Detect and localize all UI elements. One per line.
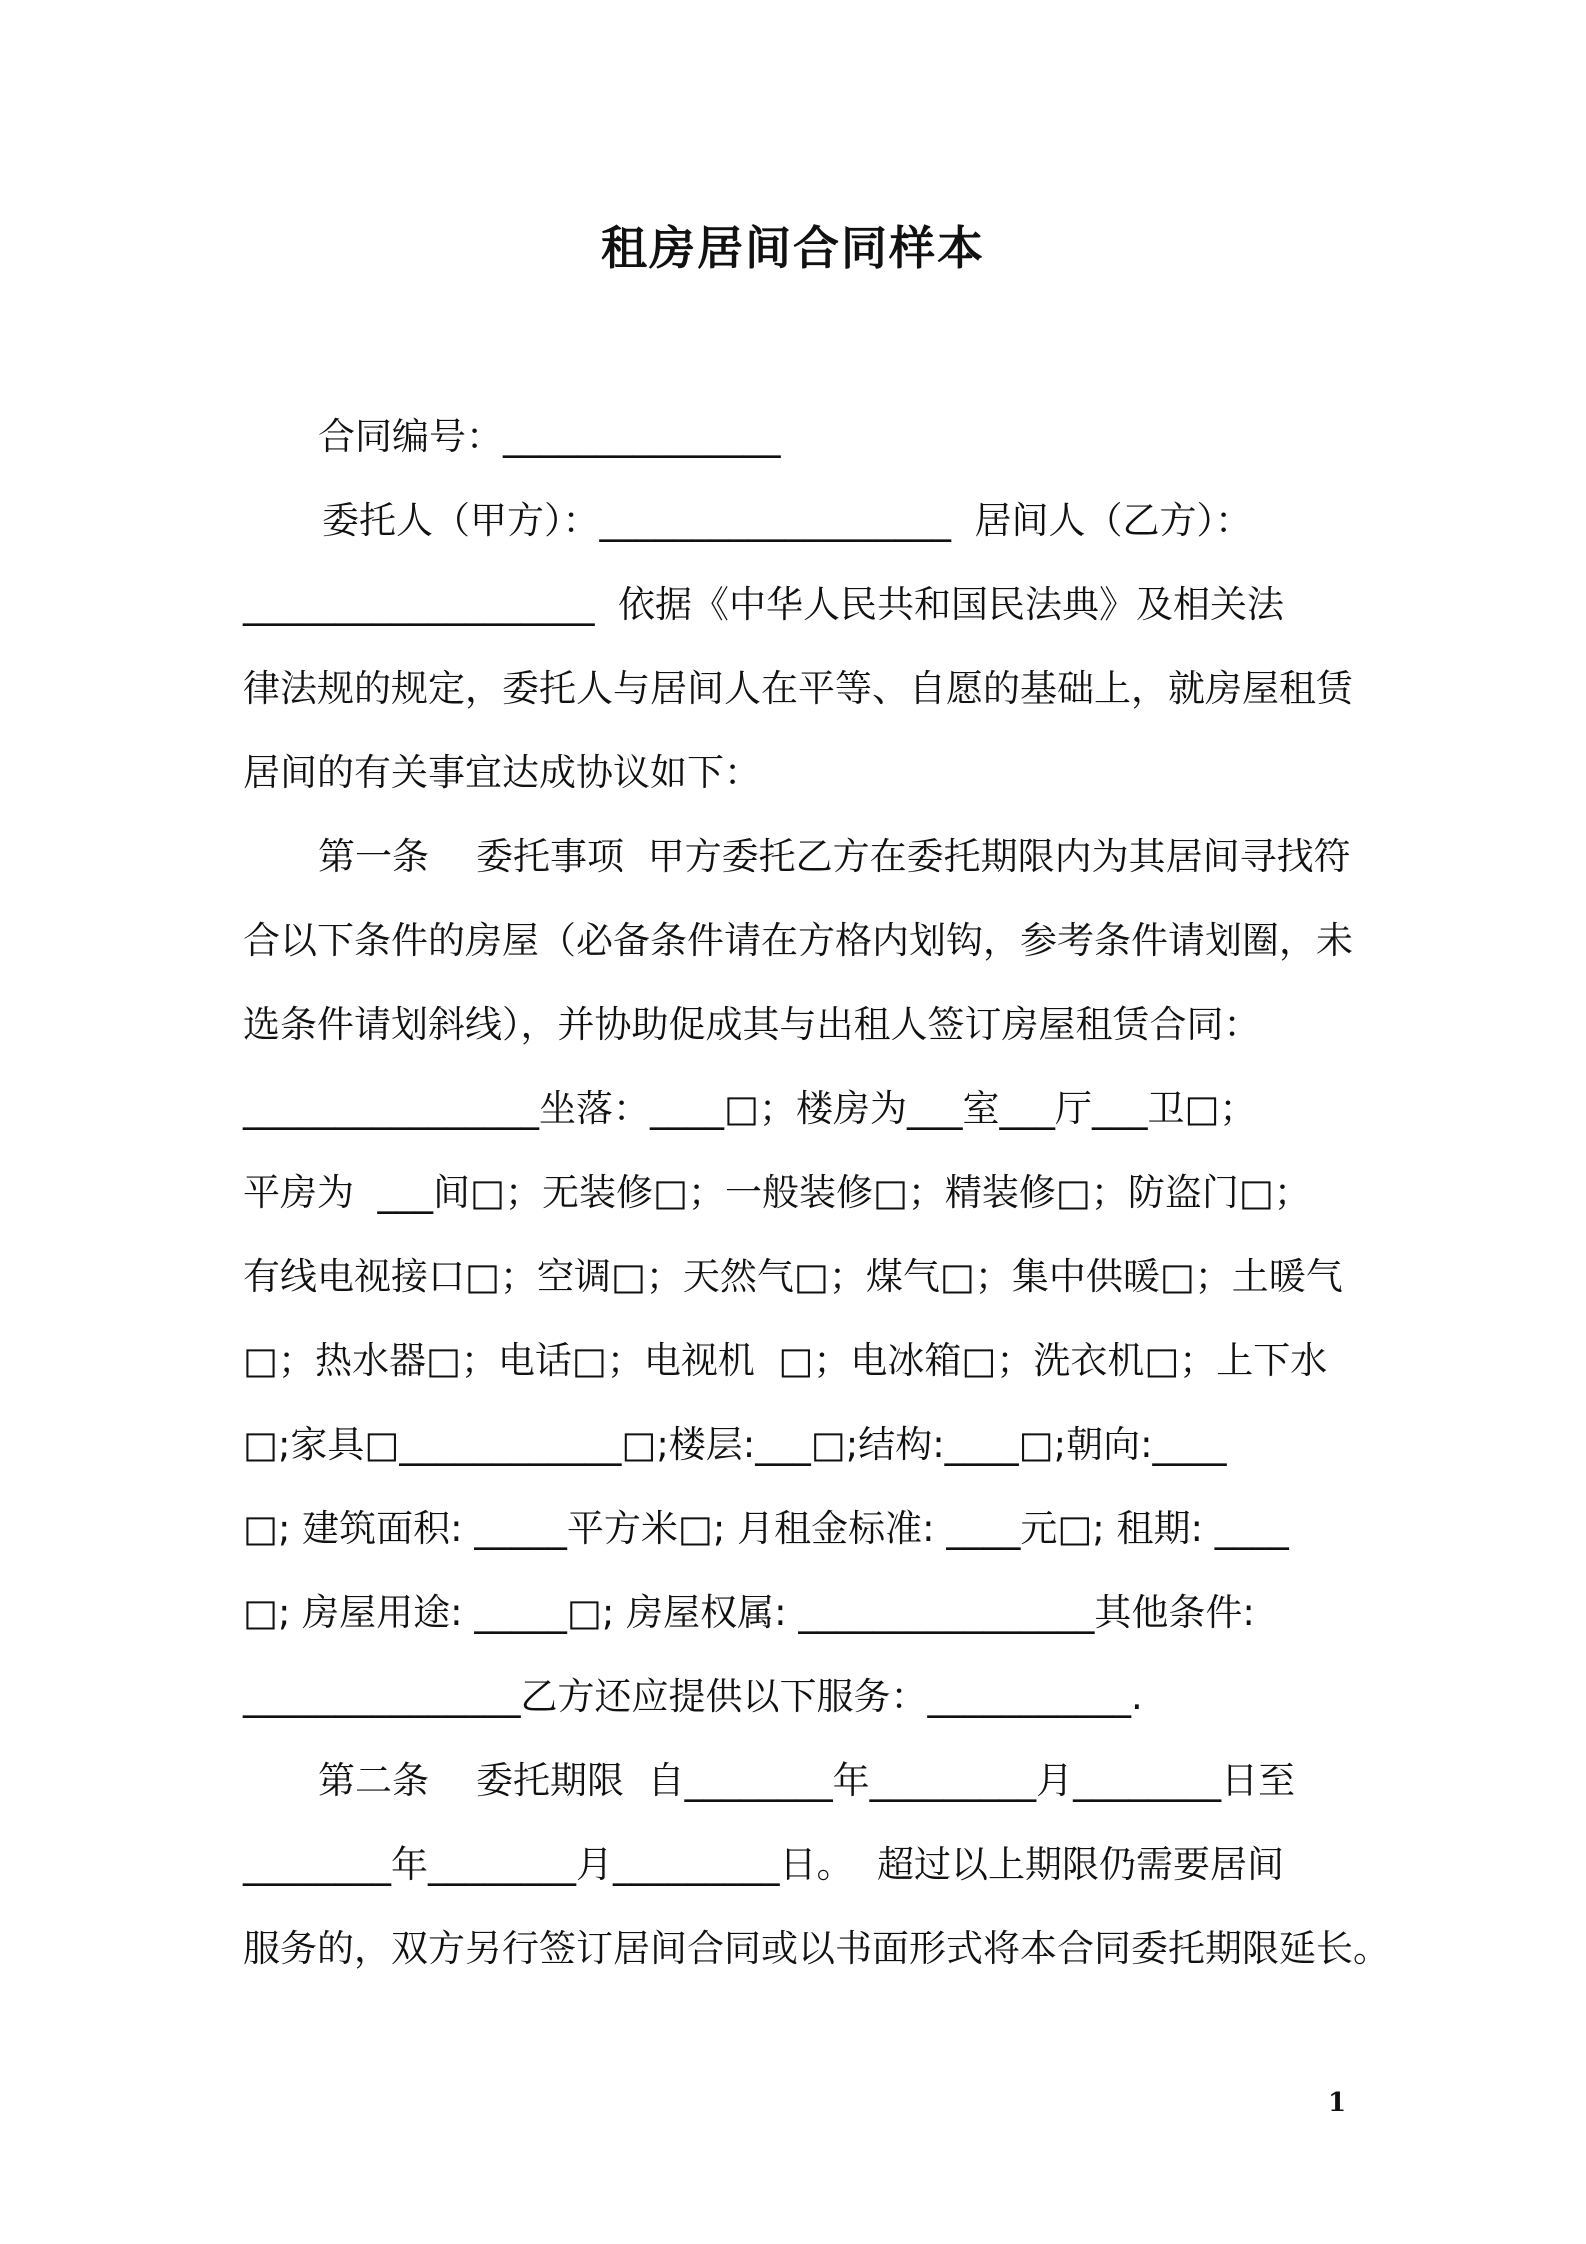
text-line: 居间的有关事宜达成协议如下： — [243, 751, 761, 794]
document-title: 租房居间合同样本 — [601, 221, 985, 275]
contract-number-line: 合同编号：_______________ — [318, 415, 781, 458]
text-line: 平房为 ___间□；无装修□；一般装修□；精装修□；防盗门□； — [243, 1171, 1311, 1214]
text-line: □; 房屋用途: _____□; 房屋权属: ________________其他条件: — [243, 1591, 1255, 1634]
text-line: 有线电视接口□；空调□；天然气□；煤气□；集中供暖□；土暖气 — [243, 1255, 1343, 1298]
text-line: ________年________月_________日。 超过以上期限仍需要居间 — [243, 1843, 1285, 1886]
text-line: ________________坐落：____□；楼房为___室___厅___卫□； — [243, 1087, 1257, 1130]
text-line: 律法规的规定，委托人与居间人在平等、自愿的基础上，就房屋租赁 — [243, 667, 1353, 710]
text-line: 服务的，双方另行签订居间合同或以书面形式将本合同委托期限延长。 — [243, 1927, 1390, 1970]
text-line: □;家具□____________□;楼层:___□;结构:____□;朝向:____ — [243, 1423, 1227, 1466]
text-line: □；热水器□；电话□；电视机 □；电冰箱□；洗衣机□；上下水 — [243, 1339, 1328, 1382]
text-line: _______________乙方还应提供以下服务：___________. — [243, 1675, 1143, 1718]
text-line: ___________________ 依据《中华人民共和国民法典》及相关法 — [243, 583, 1285, 626]
text-line: □; 建筑面积: _____平方米□; 月租金标准: ____元□; 租期: ____ — [243, 1507, 1289, 1550]
article-two-heading-line: 第二条 委托期限 自________年_________月________日至 — [318, 1759, 1296, 1802]
article-one-heading-line: 第一条 委托事项 甲方委托乙方在委托期限内为其居间寻找符 — [318, 835, 1351, 878]
text-line: 选条件请划斜线），并协助促成其与出租人签订房屋租赁合同： — [243, 1003, 1261, 1046]
parties-line: 委托人（甲方）：___________________ 居间人（乙方）： — [322, 499, 1253, 542]
page-number: 1 — [1328, 2088, 1347, 2118]
text-line: 合以下条件的房屋（必备条件请在方格内划钩，参考条件请划圈，未 — [243, 919, 1353, 962]
